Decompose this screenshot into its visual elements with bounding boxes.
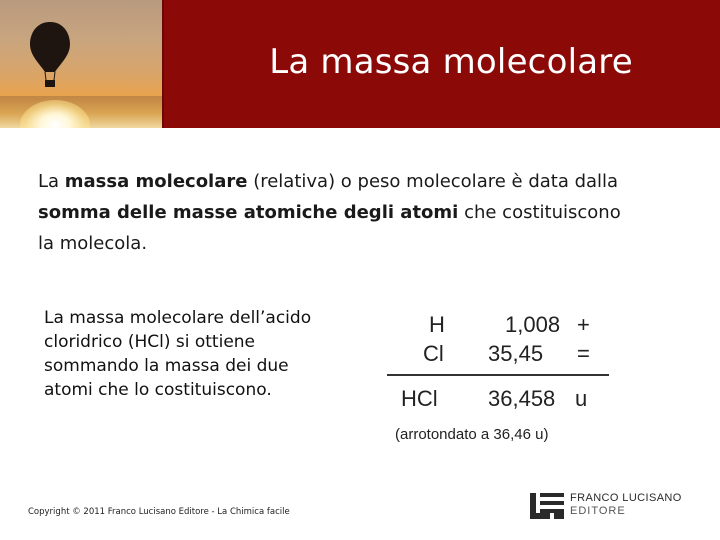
copyright-notice: Copyright © 2011 Franco Lucisano Editore - La Chimica facile [28, 507, 290, 517]
text-run: La [38, 171, 65, 192]
explanation-line: cloridrico (HCl) si ottiene [44, 332, 256, 352]
value-hcl: 36,458 [488, 386, 556, 411]
publisher-logo [530, 492, 710, 520]
definition-paragraph [38, 166, 688, 259]
symbol-hcl: HCl [401, 386, 438, 411]
text-run: che costituiscono [458, 202, 621, 223]
explanation-line: La massa molecolare dell’acido [44, 308, 312, 328]
equals-sign: = [577, 341, 590, 366]
publisher-subtitle: EDITORE [570, 505, 626, 517]
value-cl: 35,45 [488, 341, 544, 366]
rounding-note: (arrotondato a 36,46 u) [395, 426, 549, 443]
header-balloon-photo [0, 0, 162, 128]
symbol-cl: Cl [423, 341, 444, 366]
explanation-line: atomi che lo costituiscono. [44, 380, 272, 400]
bold-term: massa molecolare [64, 171, 248, 192]
bold-term: somma delle masse atomiche degli atomi [38, 202, 459, 223]
text-run: (relativa) o peso molecolare è data dalla [247, 171, 619, 192]
explanation-line: sommando la massa dei due [44, 356, 289, 376]
unit-u: u [575, 386, 588, 411]
definition-line-3: la molecola. [38, 233, 148, 254]
plus-sign: + [577, 312, 590, 337]
definition-line-1 [38, 166, 688, 197]
definition-line-2 [38, 197, 688, 228]
franco-lucisano-logo-icon [530, 493, 564, 519]
value-h: 1,008 [505, 312, 561, 337]
slide-title: La massa molecolare [269, 42, 633, 82]
molecular-mass-calculation [385, 310, 620, 450]
publisher-name: FRANCO LUCISANO [570, 492, 682, 504]
hot-air-balloon-icon [28, 20, 72, 90]
hcl-explanation [44, 306, 364, 402]
sum-divider [387, 374, 609, 376]
symbol-h: H [429, 312, 445, 337]
